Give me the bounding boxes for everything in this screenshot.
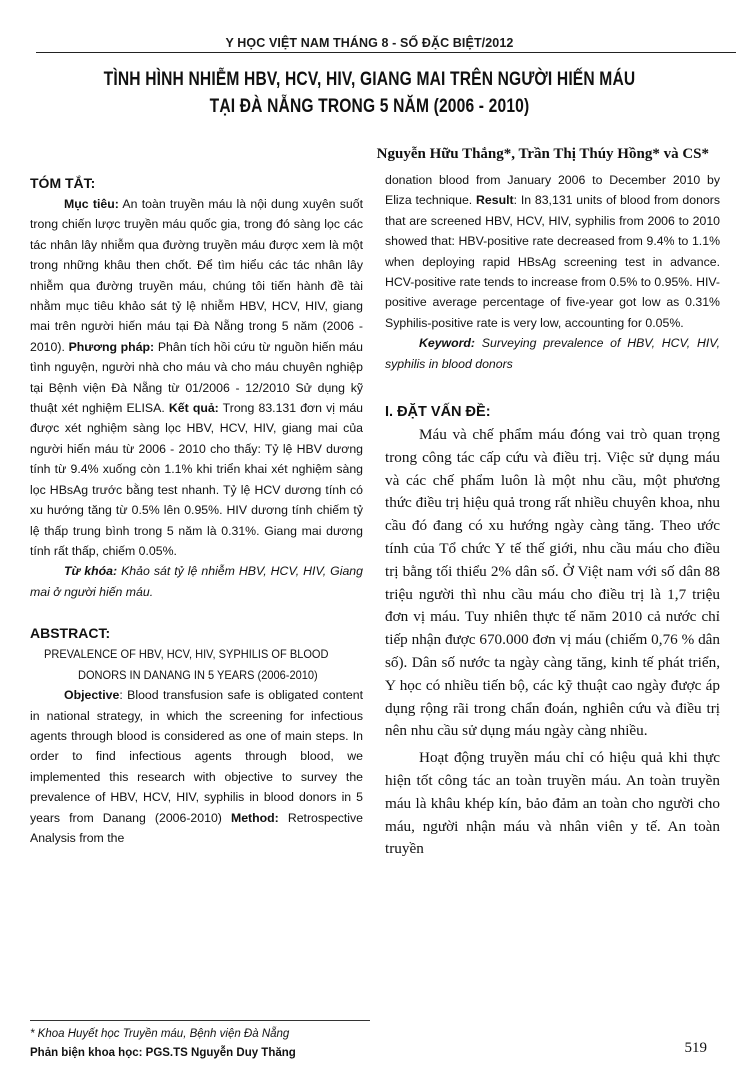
footnote-reviewer: Phản biện khoa học: PGS.TS Nguyễn Duy Thăng [30,1047,296,1059]
left-column [30,170,363,848]
authors: Nguyễn Hữu Thắng*, Trần Thị Thúy Hồng* và CS* [376,146,709,162]
abstract-method-label: Method: [230,810,279,825]
objective-text: An toàn truyền máu là nội dung xuyên suốt trong chiến lược truyền máu quốc gia, trong đó sàng lọc các tác nhân lây nhiễm qua đường truyền máu được xem là một trong những khâu then chốt. Để tìm hiểu các tác nhân lây nhiễm qua đường truyền máu, chúng tôi tiến hành đề tài nhằm mục tiêu khảo sát tỷ lệ nhiễm HBV, HCV, HIV, giang mai trên người hiến máu tại Đà Nẵng trong 5 năm (2006 - 2010). [30,197,363,354]
result-text: Trong 83.131 đơn vị máu được xét nghiệm sàng lọc HBV, HCV, HIV, giang mai của người hiến máu từ 2006 - 2010 cho thấy: Tỷ lệ HBV dương tính từ 9.4% xuống còn 1.1% khi triển khai xét nghiệm sàng lọc HBsAg trước bằng test nhanh. Tỷ lệ HCV dương tính có xu hướng tăng từ 0.5% lên 0.95%. HIV dương tính chiếm tỷ lệ thấp trung bình trong 5 năm là 0.31%. Giang mai dương tính rất thấp, chiếm 0.05%. [30,401,364,558]
page-number: 519 [684,1040,707,1056]
abstract-objective-label: Objective [64,688,120,703]
objective-label: Mục tiêu: [64,197,119,211]
result-label: Kết quả: [168,401,219,416]
abstract-method-text-cont: donation blood from January 2006 to December 2010 by Eliza technique. [385,173,720,208]
header-rule [36,52,736,53]
abstract-method-text-start: Retrospective Analysis from the [30,810,363,845]
abstract-result-label: Result [476,193,514,208]
abstract-heading: ABSTRACT: [30,625,111,642]
footnote-affiliation: * Khoa Huyết học Truyền máu, Bệnh viện Đà Nẵng [30,1028,290,1040]
footnote [30,1025,296,1063]
section-1-paragraph-2: Hoạt động truyền máu chỉ có hiệu quả khi thực hiện tốt công tác an toàn truyền máu. An toàn truyền máu là khâu khép kín, bảo đảm an toàn cho người cho máu, người nhận máu và nhân viên y tế. An toàn truyền [385,749,720,858]
abstract-title-line-1: PREVALENCE OF HBV, HCV, HIV, SYPHILIS OF BLOOD [44,647,329,662]
right-column [385,170,720,861]
keywords-en [385,333,720,374]
keyword-label: Từ khóa: [64,564,118,579]
footnote-rule [30,1020,370,1021]
title-line-2: TẠI ĐÀ NẴNG TRONG 5 NĂM (2006 - 2010) [209,95,530,117]
section-1-paragraph-1: Máu và chế phẩm máu đóng vai trò quan trọng trong công tác cấp cứu và điều trị. Việc sử dụng máu và các chế phẩm luôn là một nhu cầu, một phương thức điều trị hiệu quả trong rất nhiều chuyên khoa, nhu cầu đó đang có xu hướng ngày càng tăng. Theo ước tính của Tổ chức Y tế thế giới, nhu cầu máu cho điều trị bằng tối thiểu 2% dân số. Ở Việt nam với số dân 88 triệu người thì nhu cầu máu cho điều trị là 1,7 triệu đơn vị máu. Tuy nhiên thực tế năm 2010 cả nước chỉ tiếp nhận được 670.000 đơn vị máu (chiếm 0,76 % dân số). Dân số nước ta ngày càng tăng, kinh tế phát triển, Y học có nhiều tiến bộ, các kỹ thuật cao ngày được áp dụng rộng rãi trong chẩn đoán, nghiên cứu và điều trị nên nhu cầu sử dụng máu ngày càng nhiều. [385,426,720,740]
abstract-keyword-text: Surveying prevalence of HBV, HCV, HIV, syphilis in blood donors [385,336,720,371]
method-text: Phân tích hồi cứu từ nguồn hiến máu tình nguyện, người nhà cho máu và cho máu chuyên nghiệp tại Bệnh viện Đà Nẵng từ 01/2006 - 12/2010 Sử dụng kỹ thuật xét nghiệm ELISA. [30,339,363,416]
abstract-title-line-2: DONORS IN DANANG IN 5 YEARS (2006-2010) [78,667,318,682]
abstract-result-text: : In 83,131 units of blood from donors that are screened HBV, HCV, HIV, syphilis from 2006 to 2010 showed that: HBV-positive rate decreased from 9.4% to 1.1% when deploying rapid HBsAg screening test in advance. HCV-positive rate tends to increase from 0.5% to 0.95%. HIV-positive average percentage of five-year got low as 0.31% Syphilis-positive rate is very low, accounting for 0.05%. [385,193,721,330]
summary-vi-paragraph [30,194,363,561]
abstract-en-paragraph-cont [385,170,720,333]
method-label: Phương pháp: [68,339,155,354]
section-1-heading: I. ĐẶT VẤN ĐỀ: [385,404,491,421]
summary-heading: TÓM TẮT: [30,175,96,191]
abstract-en-paragraph-start [30,685,363,848]
running-head: Y HỌC VIỆT NAM THÁNG 8 - SỐ ĐẶC BIỆT/2012 [225,36,514,50]
keyword-text: Khảo sát tỷ lệ nhiễm HBV, HCV, HIV, Giang mai ở người hiến máu. [30,564,363,599]
title-line-1: TÌNH HÌNH NHIỄM HBV, HCV, HIV, GIANG MAI TRÊN NGƯỜI HIẾN MÁU [103,68,636,90]
keywords-vi [30,561,363,602]
abstract-objective-text: : Blood transfusion safe is obligated content in national strategy, in which the screening for infectious agents through blood is considered as one of main steps. In order to find infectious agents through blood, we implemented this research with objective to survey the prevalence of HBV, HCV, HIV, syphilis in blood donors in 5 years from Danang (2006-2010) [30,688,363,825]
abstract-keyword-label: Keyword: [419,336,476,351]
article-title [74,66,665,120]
